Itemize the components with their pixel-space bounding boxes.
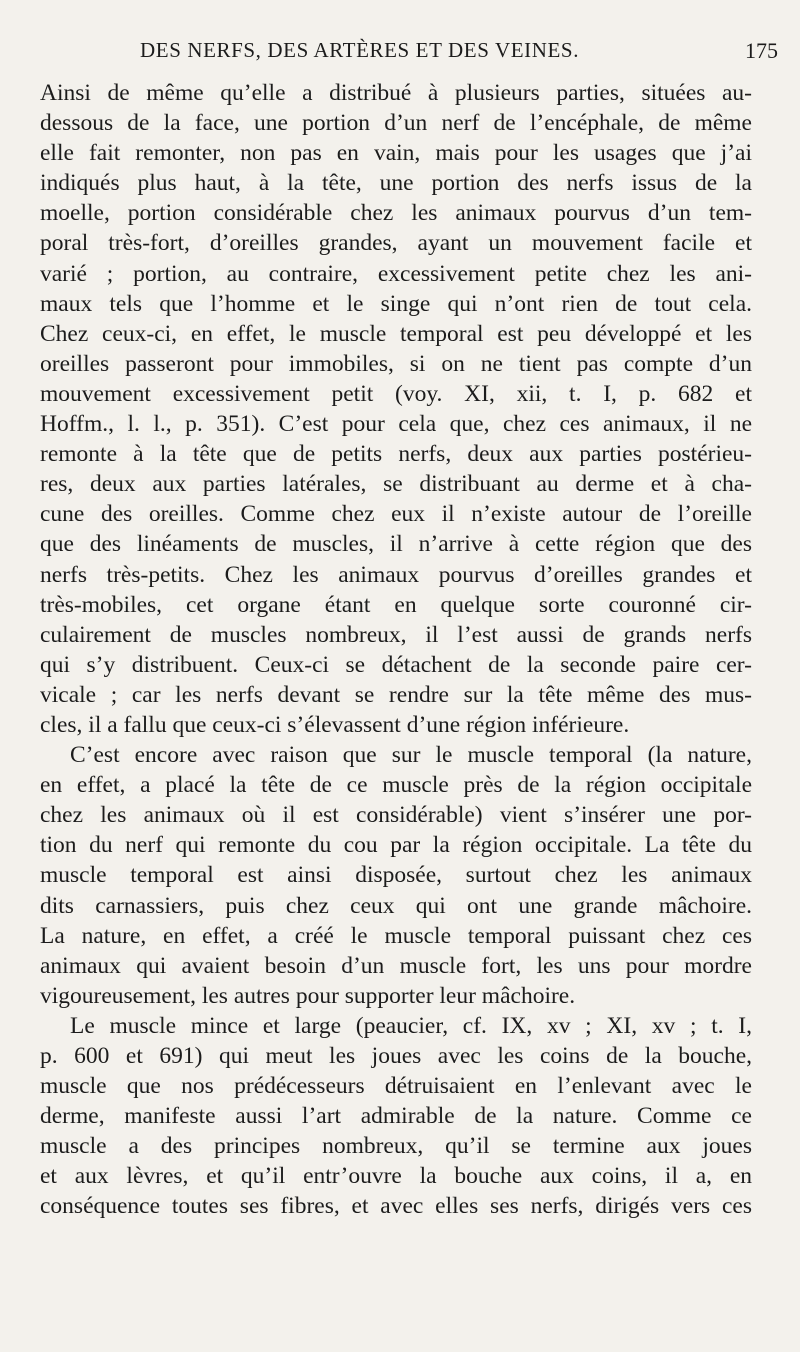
text-line: que des linéaments de muscles, il n’arrive à cette région que des <box>40 531 752 558</box>
text-line: elle fait remonter, non pas en vain, mais pour les usages que j’ai <box>40 140 752 167</box>
text-line: en effet, a placé la tête de ce muscle près de la région occipitale <box>40 772 752 799</box>
text-line: dits carnassiers, puis chez ceux qui ont une grande mâchoire. <box>40 892 752 919</box>
page-number: 175 <box>745 38 778 63</box>
text-line: indiqués plus haut, à la tête, une portion des nerfs issus de la <box>40 170 752 197</box>
text-line: culairement de muscles nombreux, il l’est aussi de grands nerfs <box>40 621 752 648</box>
text-line: nerfs très-petits. Chez les animaux pourvus d’oreilles grandes et <box>40 561 752 588</box>
body-text <box>40 78 752 1222</box>
text-line: La nature, en effet, a créé le muscle temporal puissant chez ces <box>40 922 752 949</box>
text-line: poral très-fort, d’oreilles grandes, ayant un mouvement facile et <box>40 230 752 257</box>
text-line: remonte à la tête que de petits nerfs, deux aux parties postérieu- <box>40 441 752 468</box>
text-line: animaux qui avaient besoin d’un muscle fort, les uns pour mordre <box>40 952 752 979</box>
text-line: vigoureusement, les autres pour supporter leur mâchoire. <box>40 982 576 1009</box>
text-line: conséquence toutes ses fibres, et avec elles ses nerfs, dirigés vers ces <box>40 1193 752 1220</box>
text-line: et aux lèvres, et qu’il entr’ouvre la bouche aux coins, il a, en <box>40 1163 752 1190</box>
text-line: muscle a des principes nombreux, qu’il se termine aux joues <box>40 1133 752 1160</box>
text-line: Hoffm., l. l., p. 351). C’est pour cela que, chez ces animaux, il ne <box>40 411 752 438</box>
text-line: cles, il a fallu que ceux-ci s’élevassent d’une région inférieure. <box>40 711 630 738</box>
text-line: Ainsi de même qu’elle a distribué à plusieurs parties, situées au- <box>40 80 752 106</box>
text-line: res, deux aux parties latérales, se distribuant au derme et à cha- <box>40 471 752 498</box>
text-line: p. 600 et 691) qui meut les joues avec les coins de la bouche, <box>40 1043 752 1069</box>
text-line: Chez ceux-ci, en effet, le muscle temporal est peu développé et les <box>40 320 752 347</box>
text-line: mouvement excessivement petit (voy. XI, xii, t. I, p. 682 et <box>40 380 752 407</box>
text-line: chez les animaux où il est considérable) vient s’insérer une por- <box>40 802 752 829</box>
text-line: très-mobiles, cet organe étant en quelque sorte couronné cir- <box>40 591 752 618</box>
text-line: qui s’y distribuent. Ceux-ci se détachent de la seconde paire cer- <box>40 651 752 678</box>
text-line: oreilles passeront pour immobiles, si on ne tient pas compte d’un <box>40 350 752 377</box>
text-line: muscle temporal est ainsi disposée, surtout chez les animaux <box>40 862 752 889</box>
text-line: tion du nerf qui remonte du cou par la région occipitale. La tête du <box>40 832 752 859</box>
text-line: varié ; portion, au contraire, excessivement petite chez les ani- <box>40 260 752 287</box>
text-line: dessous de la face, une portion d’un nerf de l’encéphale, de même <box>40 110 752 137</box>
text-line: C’est encore avec raison que sur le muscle temporal (la nature, <box>70 742 752 769</box>
text-line: moelle, portion considérable chez les animaux pourvus d’un tem- <box>40 200 752 227</box>
text-line: muscle que nos prédécesseurs détruisaient en l’enlevant avec le <box>40 1073 752 1100</box>
running-title: DES NERFS, DES ARTÈRES ET DES VEINES. <box>140 38 580 62</box>
text-line: derme, manifeste aussi l’art admirable de la nature. Comme ce <box>40 1103 752 1130</box>
text-line: vicale ; car les nerfs devant se rendre sur la tête même des mus- <box>40 681 752 708</box>
text-line: maux tels que l’homme et le singe qui n’ont rien de tout cela. <box>40 290 752 317</box>
text-line: Le muscle mince et large (peaucier, cf. IX, xv ; XI, xv ; t. I, <box>70 1012 752 1039</box>
page-header <box>40 38 778 68</box>
text-line: cune des oreilles. Comme chez eux il n’existe autour de l’oreille <box>40 501 752 528</box>
